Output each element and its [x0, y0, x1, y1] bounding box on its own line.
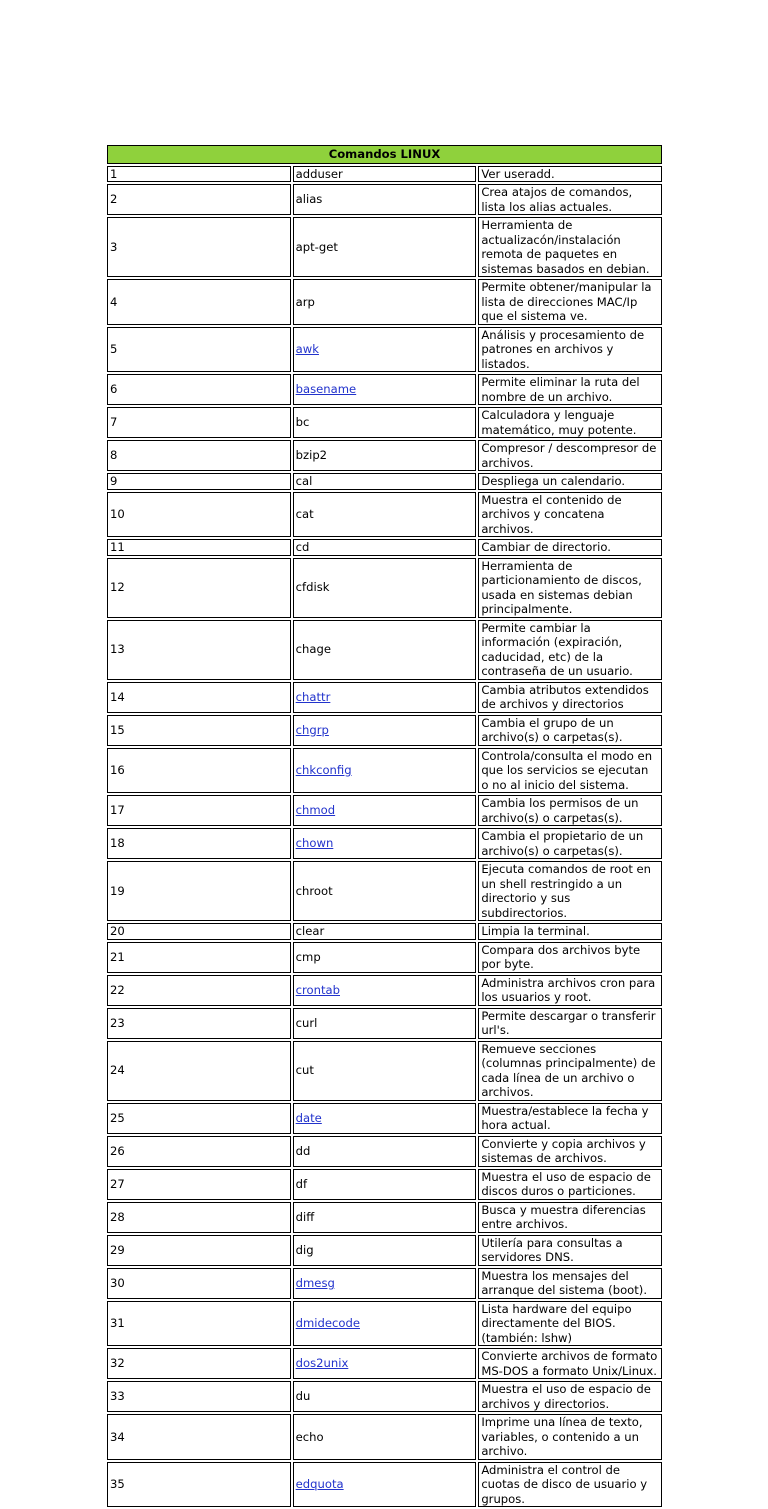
- table-row: [107, 1202, 662, 1233]
- command-description: Utilería para consultas a servidores DNS.: [478, 1235, 662, 1266]
- table-row: [107, 795, 662, 826]
- command-cell: df: [293, 1169, 477, 1200]
- command-cell: adduser: [293, 166, 477, 183]
- command-description: Crea atajos de comandos, lista los alias actuales.: [478, 184, 662, 215]
- row-number: 33: [107, 1381, 291, 1412]
- command-cell: clear: [293, 923, 477, 940]
- command-description: Ejecuta comandos de root en un shell restringido a un directorio y sus subdirectorios.: [478, 861, 662, 921]
- table-row: [107, 828, 662, 859]
- row-number: 30: [107, 1268, 291, 1299]
- table-row: [107, 1348, 662, 1379]
- row-number: 34: [107, 1414, 291, 1460]
- command-cell: dig: [293, 1235, 477, 1266]
- command-cell: cat: [293, 492, 477, 538]
- command-description: Herramienta de particionamiento de discos, usada en sistemas debian principalmente.: [478, 558, 662, 618]
- table-row: [107, 166, 662, 183]
- command-link[interactable]: chkconfig: [295, 763, 352, 777]
- command-cell: alias: [293, 184, 477, 215]
- command-description: Compara dos archivos byte por byte.: [478, 942, 662, 973]
- table-row: [107, 279, 662, 325]
- command-link[interactable]: crontab: [295, 982, 340, 997]
- command-cell: [293, 795, 477, 826]
- command-cell: du: [293, 1381, 477, 1412]
- command-cell: [293, 682, 477, 713]
- table-row: [107, 558, 662, 618]
- command-description: Permite cambiar la información (expiración, caducidad, etc) de la contraseña de un usuario.: [478, 620, 662, 680]
- table-row: [107, 1235, 662, 1266]
- row-number: 15: [107, 715, 291, 746]
- command-cell: apt-get: [293, 217, 477, 277]
- command-link[interactable]: dmidecode: [295, 1316, 360, 1330]
- row-number: 2: [107, 184, 291, 215]
- command-description: Despliega un calendario.: [478, 473, 662, 490]
- command-description: Análisis y procesamiento de patrones en archivos y listados.: [478, 327, 662, 373]
- command-link[interactable]: basename: [295, 382, 357, 397]
- table-row: [107, 923, 662, 940]
- table-row: [107, 975, 662, 1006]
- row-number: 16: [107, 748, 291, 794]
- table-row: [107, 1381, 662, 1412]
- command-link[interactable]: edquota: [295, 1477, 344, 1491]
- row-number: 32: [107, 1348, 291, 1379]
- row-number: 17: [107, 795, 291, 826]
- row-number: 5: [107, 327, 291, 373]
- command-description: Ver useradd.: [478, 166, 662, 183]
- command-description: Cambia el grupo de un archivo(s) o carpetas(s).: [478, 715, 662, 746]
- command-cell: arp: [293, 279, 477, 325]
- command-link[interactable]: dos2unix: [295, 1356, 349, 1371]
- command-description: Permite eliminar la ruta del nombre de un archivo.: [478, 374, 662, 405]
- command-description: Muestra/establece la fecha y hora actual.: [478, 1103, 662, 1134]
- row-number: 26: [107, 1136, 291, 1167]
- row-number: 13: [107, 620, 291, 680]
- command-cell: [293, 1348, 477, 1379]
- command-cell: chroot: [293, 861, 477, 921]
- row-number: 10: [107, 492, 291, 538]
- command-description: Controla/consulta el modo en que los servicios se ejecutan o no al inicio del sistema.: [478, 748, 662, 794]
- command-cell: [293, 1268, 477, 1299]
- table-row: [107, 1103, 662, 1134]
- command-description: Administra archivos cron para los usuarios y root.: [478, 975, 662, 1006]
- command-cell: cd: [293, 539, 477, 556]
- command-description: Muestra el uso de espacio de discos duros o particiones.: [478, 1169, 662, 1200]
- row-number: 25: [107, 1103, 291, 1134]
- table-row: [107, 748, 662, 794]
- command-description: Convierte y copia archivos y sistemas de archivos.: [478, 1136, 662, 1167]
- table-title: Comandos LINUX: [107, 145, 662, 164]
- row-number: 29: [107, 1235, 291, 1266]
- table-row: [107, 539, 662, 556]
- table-row: [107, 327, 662, 373]
- command-description: Permite descargar o transferir url's.: [478, 1008, 662, 1039]
- command-cell: [293, 374, 477, 405]
- command-link[interactable]: chmod: [295, 803, 336, 818]
- table-row: [107, 217, 662, 277]
- command-cell: [293, 748, 477, 794]
- row-number: 9: [107, 473, 291, 490]
- command-description: Permite obtener/manipular la lista de direcciones MAC/Ip que el sistema ve.: [478, 279, 662, 325]
- command-cell: diff: [293, 1202, 477, 1233]
- linux-commands-table: [105, 143, 664, 1509]
- row-number: 31: [107, 1301, 291, 1347]
- command-description: Calculadora y lenguaje matemático, muy potente.: [478, 407, 662, 438]
- command-cell: dd: [293, 1136, 477, 1167]
- command-description: Muestra el contenido de archivos y concatena archivos.: [478, 492, 662, 538]
- table-row: [107, 620, 662, 680]
- command-cell: [293, 1103, 477, 1134]
- command-link[interactable]: date: [295, 1110, 322, 1125]
- table-row: [107, 492, 662, 538]
- table-row: [107, 1414, 662, 1460]
- row-number: 19: [107, 861, 291, 921]
- command-cell: [293, 715, 477, 746]
- table-body: [107, 166, 662, 1508]
- command-link[interactable]: dmesg: [295, 1275, 335, 1290]
- command-description: Muestra el uso de espacio de archivos y directorios.: [478, 1381, 662, 1412]
- table-row: [107, 407, 662, 438]
- row-number: 27: [107, 1169, 291, 1200]
- command-cell: cmp: [293, 942, 477, 973]
- row-number: 4: [107, 279, 291, 325]
- command-cell: bc: [293, 407, 477, 438]
- row-number: 14: [107, 682, 291, 713]
- command-cell: [293, 828, 477, 859]
- table-row: [107, 440, 662, 471]
- row-number: 1: [107, 166, 291, 183]
- row-number: 21: [107, 942, 291, 973]
- command-cell: [293, 975, 477, 1006]
- table-row: [107, 715, 662, 746]
- command-link[interactable]: chown: [295, 836, 334, 851]
- command-link[interactable]: chgrp: [295, 722, 329, 737]
- command-description: Compresor / descompresor de archivos.: [478, 440, 662, 471]
- command-cell: [293, 1462, 477, 1508]
- row-number: 7: [107, 407, 291, 438]
- row-number: 6: [107, 374, 291, 405]
- table-row: [107, 1462, 662, 1508]
- command-description: Muestra los mensajes del arranque del sistema (boot).: [478, 1268, 662, 1299]
- command-description: Herramienta de actualizacón/instalación remota de paquetes en sistemas basados en debian.: [478, 217, 662, 277]
- command-cell: chage: [293, 620, 477, 680]
- table-row: [107, 1041, 662, 1101]
- row-number: 23: [107, 1008, 291, 1039]
- row-number: 11: [107, 539, 291, 556]
- table-header-row: [107, 145, 662, 164]
- command-cell: echo: [293, 1414, 477, 1460]
- row-number: 20: [107, 923, 291, 940]
- table-row: [107, 184, 662, 215]
- command-cell: cfdisk: [293, 558, 477, 618]
- command-description: Cambia el propietario de un archivo(s) o carpetas(s).: [478, 828, 662, 859]
- command-link[interactable]: chattr: [295, 689, 331, 704]
- table-row: [107, 1301, 662, 1347]
- row-number: 35: [107, 1462, 291, 1508]
- row-number: 8: [107, 440, 291, 471]
- row-number: 24: [107, 1041, 291, 1101]
- command-cell: [293, 327, 477, 373]
- row-number: 12: [107, 558, 291, 618]
- command-description: Lista hardware del equipo directamente del BIOS. (también: lshw): [478, 1301, 662, 1347]
- table-row: [107, 1169, 662, 1200]
- table-row: [107, 1268, 662, 1299]
- command-cell: cut: [293, 1041, 477, 1101]
- table-row: [107, 1008, 662, 1039]
- command-link[interactable]: awk: [295, 342, 319, 356]
- command-description: Cambia atributos extendidos de archivos y directorios: [478, 682, 662, 713]
- table-row: [107, 942, 662, 973]
- table-row: [107, 473, 662, 490]
- row-number: 3: [107, 217, 291, 277]
- command-description: Limpia la terminal.: [478, 923, 662, 940]
- table-row: [107, 861, 662, 921]
- row-number: 22: [107, 975, 291, 1006]
- command-cell: [293, 1301, 477, 1347]
- command-description: Convierte archivos de formato MS-DOS a formato Unix/Linux.: [478, 1348, 662, 1379]
- command-description: Imprime una línea de texto, variables, o contenido a un archivo.: [478, 1414, 662, 1460]
- command-description: Cambia los permisos de un archivo(s) o carpetas(s).: [478, 795, 662, 826]
- row-number: 18: [107, 828, 291, 859]
- command-description: Remueve secciones (columnas principalmente) de cada línea de un archivo o archivos.: [478, 1041, 662, 1101]
- command-cell: curl: [293, 1008, 477, 1039]
- command-cell: cal: [293, 473, 477, 490]
- table-row: [107, 682, 662, 713]
- table-row: [107, 374, 662, 405]
- command-description: Cambiar de directorio.: [478, 539, 662, 556]
- command-cell: bzip2: [293, 440, 477, 471]
- command-description: Administra el control de cuotas de disco de usuario y grupos.: [478, 1462, 662, 1508]
- command-description: Busca y muestra diferencias entre archivos.: [478, 1202, 662, 1233]
- table-row: [107, 1136, 662, 1167]
- row-number: 28: [107, 1202, 291, 1233]
